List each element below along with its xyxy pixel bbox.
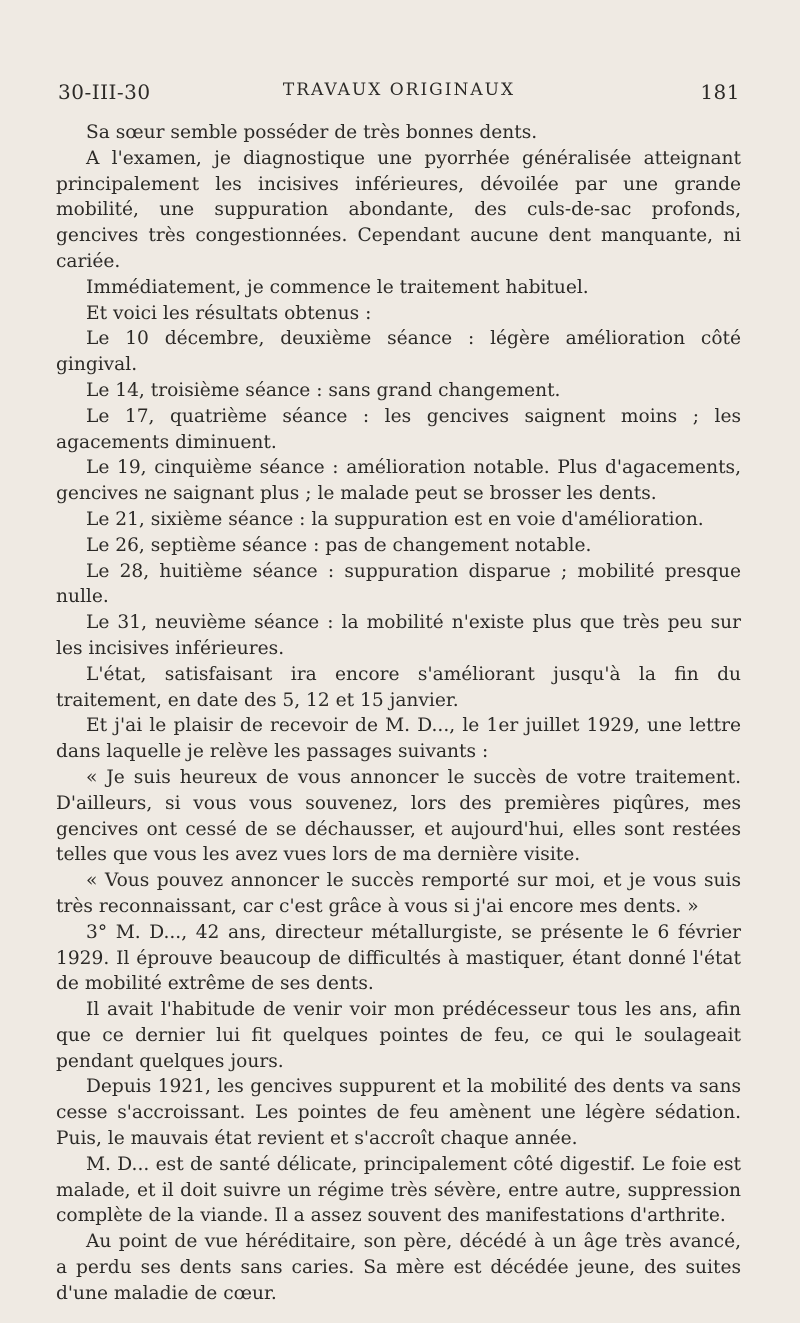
- page-number: 181: [700, 80, 740, 104]
- paragraph: Il avait l'habitude de venir voir mon prédécesseur tous les ans, afin que ce dernier lui fit quelques pointes de feu, ce qui le soulageait pendant quelques jours.: [56, 999, 741, 1072]
- quote-paragraph: « Je suis heureux de vous annoncer le succès de votre traitement. D'ailleurs, si vous vous souvenez, lors des premières piqûres, mes gencives ont cessé de se déchausser, et aujourd'hui, elles sont restées telles que vous les avez vues lors de ma dernière visite.: [56, 766, 741, 866]
- paragraph: Le 31, neuvième séance : la mobilité n'existe plus que très peu sur les incisives inférieures.: [56, 612, 741, 659]
- paragraph: Immédiatement, je commence le traitement habituel.: [86, 276, 589, 298]
- paragraph: Le 10 décembre, deuxième séance : légère amélioration côté gingival.: [56, 328, 741, 376]
- header-date: 30-III-30: [58, 80, 151, 104]
- quote-paragraph: « Vous pouvez annoncer le succès remporté sur moi, et je vous suis très reconnaissant, car c'est grâce à vous si j'ai encore mes dents. »: [56, 870, 741, 917]
- paragraph: A l'examen, je diagnostique une pyorrhée généralisée atteignant principalement les incisives inférieures, dévoilée par une grande mobilité, une suppuration abondante, des culs-de-sac profonds, gencives très congestionnées. Cependant aucune dent manquante, ni cariée.: [56, 147, 741, 272]
- paragraph: Et voici les résultats obtenus :: [86, 302, 372, 324]
- paragraph: Sa sœur semble posséder de très bonnes dents.: [86, 122, 538, 143]
- paragraph: Le 14, troisième séance : sans grand changement.: [86, 379, 561, 401]
- paragraph: Le 21, sixième séance : la suppuration est en voie d'amélioration.: [86, 508, 704, 530]
- paragraph: M. D... est de santé délicate, principalement côté digestif. Le foie est malade, et il doit suivre un régime très sévère, entre autre, suppression complète de la viande. Il a assez souvent des manifestations d'arthrite.: [56, 1153, 741, 1227]
- header-section-title: TRAVAUX ORIGINAUX: [282, 80, 516, 100]
- paragraph: Et j'ai le plaisir de recevoir de M. D..., le 1er juillet 1929, une lettre dans laquelle je relève les passages suivants :: [56, 715, 741, 763]
- body-text: [56, 120, 741, 1307]
- paragraph: Depuis 1921, les gencives suppurent et la mobilité des dents va sans cesse s'accroissant. Les pointes de feu amènent une légère sédation. Puis, le mauvais état revient et s'accroît chaque année.: [56, 1076, 741, 1150]
- running-header: [58, 80, 740, 110]
- paragraph: Le 17, quatrième séance : les gencives saignent moins ; les agacements diminuent.: [56, 405, 741, 453]
- paragraph: Le 19, cinquième séance : amélioration notable. Plus d'agacements, gencives ne saignant plus ; le malade peut se brosser les dents.: [56, 457, 741, 505]
- paragraph: L'état, satisfaisant ira encore s'améliorant jusqu'à la fin du traitement, en date des 5, 12 et 15 janvier.: [56, 663, 741, 711]
- paragraph: Au point de vue héréditaire, son père, décédé à un âge très avancé, a perdu ses dents sans caries. Sa mère est décédée jeune, des suites d'une maladie de cœur.: [56, 1231, 741, 1304]
- paragraph: Le 28, huitième séance : suppuration disparue ; mobilité presque nulle.: [56, 560, 741, 608]
- paragraph: Le 26, septième séance : pas de changement notable.: [86, 534, 592, 556]
- paragraph: 3° M. D..., 42 ans, directeur métallurgiste, se présente le 6 février 1929. Il éprouve beaucoup de difficultés à mastiquer, étant donné l'état de mobilité extrême de ses dents.: [56, 921, 741, 995]
